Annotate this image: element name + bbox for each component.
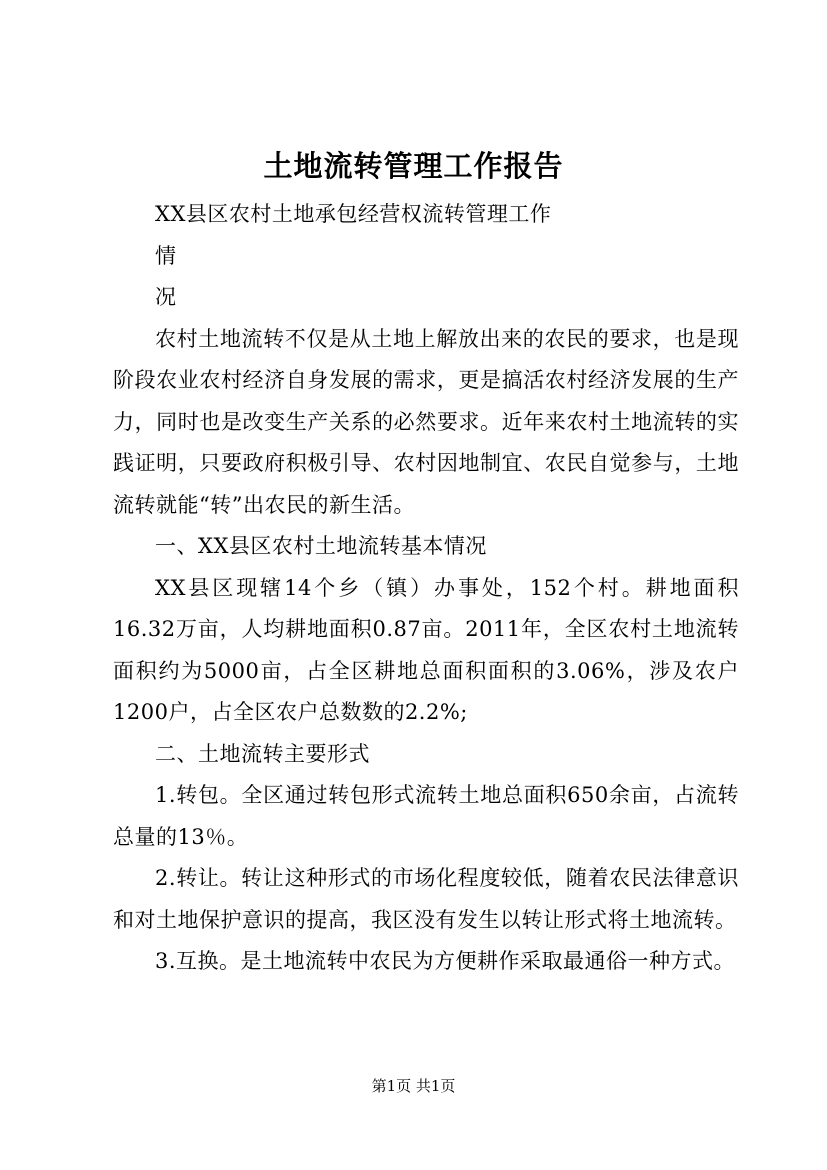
paragraph-subtitle: XX县区农村土地承包经营权流转管理工作 [155, 202, 552, 226]
page-footer: 第1页 共1页 [371, 1077, 456, 1095]
section-heading-2: 二、土地流转主要形式 [155, 741, 370, 766]
paragraph-item-1: 1.转包。全区通过转包形式流转土地总面积650余亩，占流转总量的13％。 [113, 783, 739, 849]
paragraph-basic-situation: XX县区现辖14个乡（镇）办事处，152个村。耕地面积16.32万亩，人均耕地面积0.87亩。2011年，全区农村土地流转面积约为5000亩，占全区耕地总面积面积的3.06%，涉及农户1200户，占全区农户总数数的2.2%; [113, 575, 739, 724]
paragraph-subtitle-char-1: 情 [155, 243, 177, 268]
paragraph-intro: 农村土地流转不仅是从土地上解放出来的农民的要求，也是现阶段农业农村经济自身发展的需求，更是搞活农村经济发展的生产力，同时也是改变生产关系的必然要求。近年来农村土地流转的实践证明，只要政府积极引导、农村因地制宜、农民自觉参与，土地流转就能“转”出农民的新生活。 [113, 326, 739, 517]
section-heading-1: 一、XX县区农村土地流转基本情况 [155, 534, 487, 558]
document-title: 土地流转管理工作报告 [263, 149, 564, 183]
paragraph-subtitle-char-2: 况 [155, 285, 177, 309]
document-body [113, 194, 739, 983]
paragraph-item-3: 3.互换。是土地流转中农民为方便耕作采取最通俗一种方式。 [155, 949, 736, 973]
paragraph-item-2: 2.转让。转让这种形式的市场化程度较低，随着农民法律意识和对土地保护意识的提高，我区没有发生以转让形式将土地流转。 [113, 866, 739, 932]
